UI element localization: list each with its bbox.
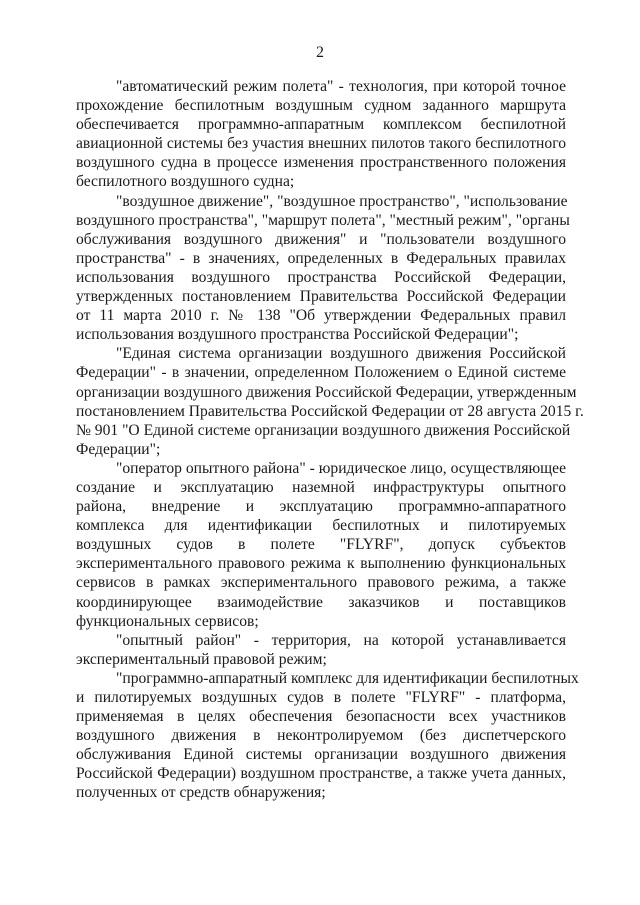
- text-line: района, внедрение и эксплуатацию программно-аппаратного: [76, 498, 566, 516]
- text-line: "оператор опытного района" - юридическое лицо, осуществляющее: [116, 459, 566, 477]
- text-line: обеспечивается программно-аппаратным комплексом беспилотной: [76, 116, 566, 134]
- definition-paragraph: [76, 192, 570, 345]
- text-line: авиационной системы без участия внешних пилотов такого беспилотного: [76, 135, 566, 153]
- text-line: "программно-аппаратный комплекс для идентификации беспилотных: [116, 669, 579, 687]
- text-line: "воздушное движение", "воздушное пространство", "использование: [116, 192, 568, 210]
- text-line: пространства" - в значениях, определенных в Федеральных правилах: [76, 249, 566, 267]
- text-line: экспериментальный правовой режим;: [76, 650, 327, 668]
- text-line: комплекса для идентификации беспилотных и пилотируемых: [76, 517, 566, 535]
- definition-paragraph: [76, 77, 566, 192]
- text-line: использования воздушного пространства Российской Федерации,: [76, 268, 566, 286]
- definition-paragraph: [76, 344, 584, 459]
- text-line: экспериментального правового режима к выполнению функциональных: [76, 555, 566, 573]
- text-line: № 901 "О Единой системе организации воздушного движения Российской: [76, 421, 571, 439]
- definition-paragraph: [76, 459, 566, 631]
- text-line: Федерации";: [76, 440, 161, 458]
- definition-paragraph: [76, 669, 579, 803]
- document-body: [76, 77, 584, 803]
- text-line: "Единая система организации воздушного движения Российской: [116, 345, 566, 363]
- text-line: и пилотируемых воздушных судов в полете "FLYRF" - платформа,: [76, 689, 566, 706]
- text-line: беспилотного воздушного судна;: [76, 173, 295, 191]
- text-line: "автоматический режим полета" - технология, при которой точное: [116, 78, 566, 95]
- text-line: сервисов в рамках экспериментального правового режима, а также: [76, 574, 566, 592]
- text-line: полученных от средств обнаружения;: [76, 784, 326, 802]
- text-line: воздушного пространства", "маршрут полета", "местный режим", "органы: [76, 211, 570, 229]
- text-line: от 11 марта 2010 г. № 138 "Об утверждении Федеральных правил: [76, 307, 566, 325]
- text-line: функциональных сервисов;: [76, 612, 259, 630]
- text-line: координирующее взаимодействие заказчиков и поставщиков: [76, 593, 566, 611]
- text-line: организации воздушного движения Российской Федерации, утвержденным: [76, 383, 577, 401]
- text-line: утвержденных постановлением Правительства Российской Федерации: [76, 288, 566, 306]
- text-line: использования воздушного пространства Российской Федерации";: [76, 326, 519, 344]
- text-line: воздушного движения в неконтролируемом (без диспетчерского: [76, 727, 566, 745]
- text-line: Российской Федерации) воздушном пространстве, а также учета данных,: [76, 765, 566, 783]
- text-line: обслуживания воздушного движения" и "пользователи воздушного: [76, 230, 566, 248]
- text-line: создание и эксплуатацию наземной инфраструктуры опытного: [76, 478, 566, 496]
- definition-paragraph: [76, 631, 566, 669]
- text-line: воздушных судов в полете "FLYRF", допуск субъектов: [76, 536, 566, 554]
- text-line: прохождение беспилотным воздушным судном заданного маршрута: [76, 97, 566, 115]
- text-line: "опытный район" - территория, на которой устанавливается: [116, 631, 566, 649]
- text-line: Федерации" - в значении, определенном Положением о Единой системе: [76, 364, 566, 382]
- text-line: применяемая в целях обеспечения безопасности всех участников: [76, 708, 566, 726]
- text-line: воздушного судна в процессе изменения пространственного положения: [76, 154, 566, 172]
- page-number: 2: [316, 44, 324, 61]
- text-line: обслуживания Единой системы организации воздушного движения: [76, 746, 566, 764]
- text-line: постановлением Правительства Российской Федерации от 28 августа 2015 г.: [76, 402, 584, 420]
